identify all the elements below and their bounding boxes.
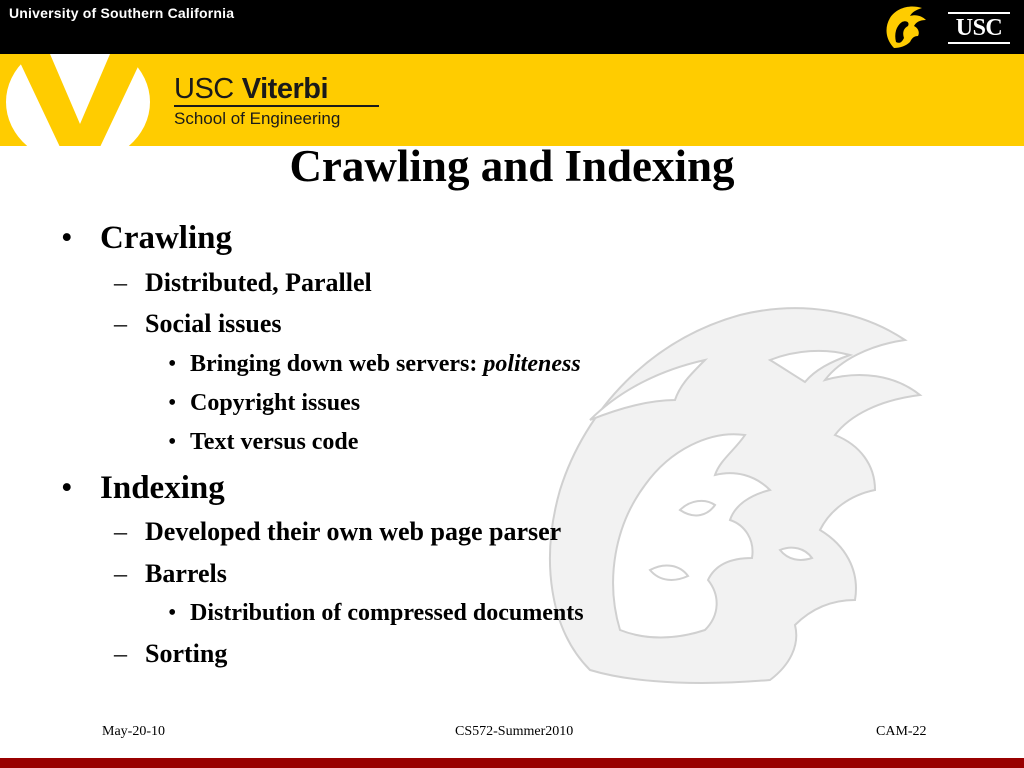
bullet-sorting: Sorting xyxy=(145,639,228,668)
viterbi-usc-text: USC xyxy=(174,73,234,105)
bullet-indexing: Indexing xyxy=(100,470,225,506)
politeness-text: politeness xyxy=(483,351,581,377)
bottom-bar xyxy=(0,758,1024,768)
slide-title: Crawling and Indexing xyxy=(289,141,735,191)
bullet-marker: • xyxy=(61,470,73,506)
dash-marker: – xyxy=(114,639,127,668)
dash-marker: – xyxy=(114,517,127,546)
viterbi-school-text: School of Engineering xyxy=(174,109,341,128)
bullet-parser: Developed their own web page parser xyxy=(145,517,562,546)
university-name: University of Southern California xyxy=(9,5,235,21)
viterbi-name-text: Viterbi xyxy=(241,73,329,105)
footer-date: May-20-10 xyxy=(102,724,165,739)
footer-page-number: CAM-22 xyxy=(876,724,927,739)
footer-course: CS572-Summer2010 xyxy=(455,724,574,739)
viterbi-divider xyxy=(174,105,379,107)
bullet-copyright: Copyright issues xyxy=(190,390,361,416)
trojan-head-icon xyxy=(876,2,932,52)
bullet-crawling: Crawling xyxy=(100,220,232,256)
bullet-marker-small: • xyxy=(168,351,177,377)
bullet-barrels: Barrels xyxy=(145,559,227,588)
dash-marker: – xyxy=(114,559,127,588)
trojan-watermark-icon xyxy=(530,300,930,690)
bullet-distribution: Distribution of compressed documents xyxy=(190,600,584,626)
bullet-marker-small: • xyxy=(168,429,177,455)
top-header-bar xyxy=(0,0,1024,54)
bullet-social-issues: Social issues xyxy=(145,309,282,338)
bullet-distributed: Distributed, Parallel xyxy=(145,268,372,297)
bullet-marker: • xyxy=(61,220,73,256)
viterbi-wordmark xyxy=(174,74,384,134)
bullet-marker-small: • xyxy=(168,600,177,626)
dash-marker: – xyxy=(114,309,127,338)
usc-badge: USC xyxy=(948,12,1010,44)
bringing-prefix-text: Bringing down web servers: xyxy=(190,351,484,377)
viterbi-v-icon xyxy=(0,54,170,146)
viterbi-banner xyxy=(0,54,1024,146)
bullet-text-vs-code: Text versus code xyxy=(190,429,359,455)
bullet-bringing-down xyxy=(190,349,581,379)
bullet-marker-small: • xyxy=(168,390,177,416)
dash-marker: – xyxy=(114,268,127,297)
